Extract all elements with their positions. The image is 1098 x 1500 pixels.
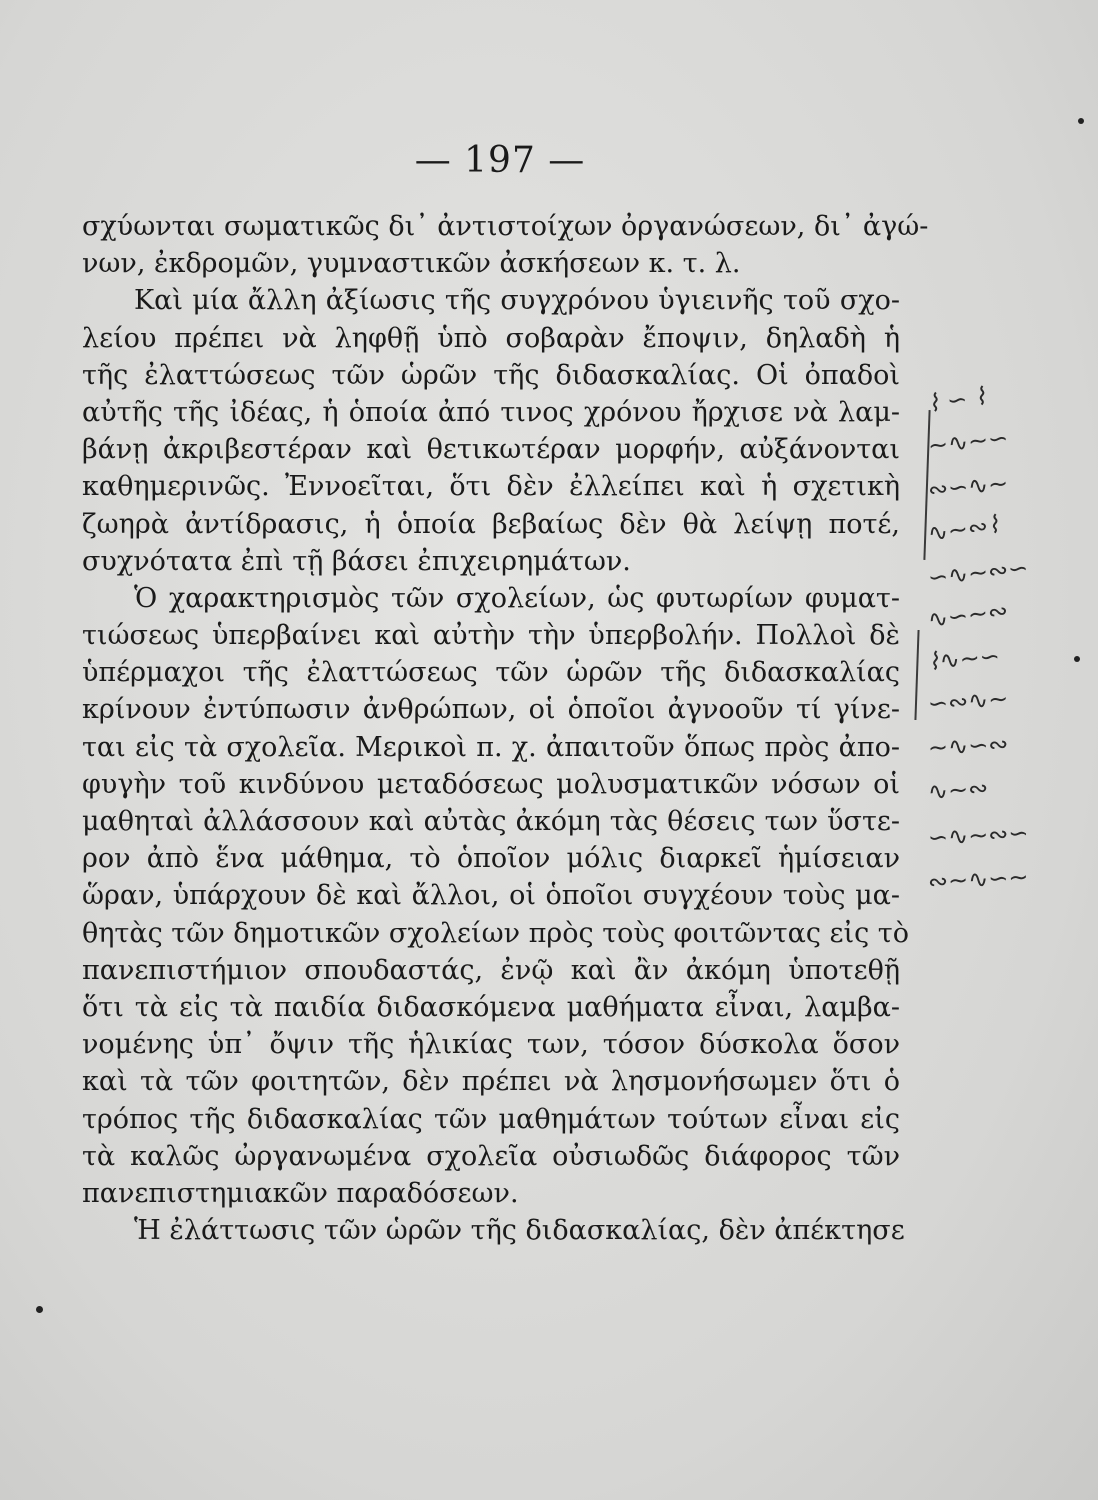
ink-dot [1078, 118, 1084, 124]
text-line: αὐτῆς τῆς ἰδέας, ἡ ὁποία ἀπό τινος χρόνου ἤρχισε νὰ λαμ- [82, 396, 900, 428]
text-line: Καὶ μία ἄλλη ἀξίωσις τῆς συγχρόνου ὑγιεινῆς τοῦ σχο- [134, 285, 900, 317]
text-line: ρον ἀπὸ ἕνα μάθημα, τὸ ὁποῖον μόλις διαρκεῖ ἡμίσειαν [82, 843, 900, 875]
margin-scribble: ∼∿∽∾ [927, 729, 1010, 762]
margin-rule-lower [914, 630, 919, 720]
margin-scribble: ∼∿∼∽ [926, 423, 1010, 460]
text-line: ται εἰς τὰ σχολεῖα. Μερικοὶ π. χ. ἀπαιτοῦν ὅπως πρὸς ἀπο- [82, 731, 900, 763]
ink-dot [1074, 656, 1080, 662]
text-line: νων, ἐκδρομῶν, γυμναστικῶν ἀσκήσεων κ. τ. λ. [82, 248, 741, 280]
text-line: συχνότατα ἐπὶ τῇ βάσει ἐπιχειρημάτων. [82, 545, 631, 577]
text-line: κρίνουν ἐντύπωσιν ἀνθρώπων, οἱ ὁποῖοι ἀγνοοῦν τί γίνε- [82, 694, 900, 726]
text-line: ὑπέρμαχοι τῆς ἐλαττώσεως τῶν ὡρῶν τῆς διδασκαλίας [82, 657, 900, 689]
margin-scribble: ∿∼∾⌇ [926, 510, 1002, 548]
text-line: Ἡ ἐλάττωσις τῶν ὡρῶν τῆς διδασκαλίας, δὲν ἀπέκτησε [134, 1215, 905, 1247]
margin-scribble: ⌇ ∽ ⌇ [926, 381, 989, 418]
text-line: σχύωνται σωματικῶς δι᾽ ἀντιστοίχων ὀργανώσεων, δι᾽ ἀγώ- [82, 211, 929, 242]
margin-scribble: ∽∿∼∾∽ [926, 553, 1030, 592]
text-line: καὶ τὰ τῶν φοιτητῶν, δὲν πρέπει νὰ λησμονήσωμεν ὅτι ὁ [82, 1066, 900, 1098]
text-line: Ὁ χαρακτηρισμὸς τῶν σχολείων, ὡς φυτωρίων φυματ- [134, 582, 900, 614]
margin-scribble: ⌇∿∼∽ [926, 641, 1001, 676]
text-line: καθημερινῶς. Ἐννοεῖται, ὅτι δὲν ἐλλείπει καὶ ἡ σχετικὴ [82, 471, 900, 503]
text-line: βάνῃ ἀκριβεστέραν καὶ θετικωτέραν μορφήν, αὐξάνονται [82, 434, 900, 466]
text-line: φυγὴν τοῦ κινδύνου μεταδόσεως μολυσματικῶν νόσων οἱ [82, 768, 900, 800]
text-line: θητὰς τῶν δημοτικῶν σχολείων πρὸς τοὺς φοιτῶντας εἰς τὸ [82, 917, 909, 949]
text-line: τὰ καλῶς ὠργανωμένα σχολεῖα οὐσιωδῶς διάφορος τῶν [82, 1140, 900, 1172]
margin-scribble: ∾∼∿∽∼ [927, 862, 1030, 896]
text-line: ὥραν, ὑπάρχουν δὲ καὶ ἄλλοι, οἱ ὁποῖοι συγχέουν τοὺς μα- [82, 880, 900, 912]
text-line: πανεπιστημιακῶν παραδόσεων. [82, 1177, 519, 1209]
ink-dot [36, 1306, 43, 1313]
margin-scribble: ∿∼∾ [927, 773, 990, 806]
text-line: τῆς ἐλαττώσεως τῶν ὡρῶν τῆς διδασκαλίας. Οἱ ὀπαδοὶ [82, 359, 900, 391]
body-text [82, 208, 929, 1249]
page-number: — 197 — [414, 140, 586, 181]
text-line: τρόπος τῆς διδασκαλίας τῶν μαθημάτων τούτων εἶναι εἰς [82, 1103, 900, 1135]
margin-scribble: ∽∾∿∼ [927, 684, 1010, 718]
text-line: μαθηταὶ ἀλλάσσουν καὶ αὐτὰς ἀκόμη τὰς θέσεις των ὕστε- [82, 806, 900, 837]
handwritten-margin-notes [908, 380, 1088, 940]
margin-scribble: ∾∽∿∼ [926, 469, 1010, 504]
text-line: ὅτι τὰ εἰς τὰ παιδία διδασκόμενα μαθήματα εἶναι, λαμβα- [82, 991, 900, 1023]
margin-scribble: ∽∿∼∾∽ [927, 818, 1030, 852]
text-line: λείου πρέπει νὰ ληφθῇ ὑπὸ σοβαρὰν ἔποψιν, δηλαδὴ ἡ [82, 322, 900, 354]
margin-scribble: ∿∽∼∾ [926, 596, 1010, 634]
text-line: νομένης ὑπ᾽ ὄψιν τῆς ἡλικίας των, τόσον δύσκολα ὅσον [82, 1029, 900, 1061]
text-line: ζωηρὰ ἀντίδρασις, ἡ ὁποία βεβαίως δὲν θὰ λείψῃ ποτέ, [82, 508, 900, 540]
text-line: τιώσεως ὑπερβαίνει καὶ αὐτὴν τὴν ὑπερβολήν. Πολλοὶ δὲ [82, 620, 900, 652]
text-line: πανεπιστήμιον σπουδαστάς, ἐνῷ καὶ ἂν ἀκόμη ὑποτεθῇ [82, 954, 900, 986]
